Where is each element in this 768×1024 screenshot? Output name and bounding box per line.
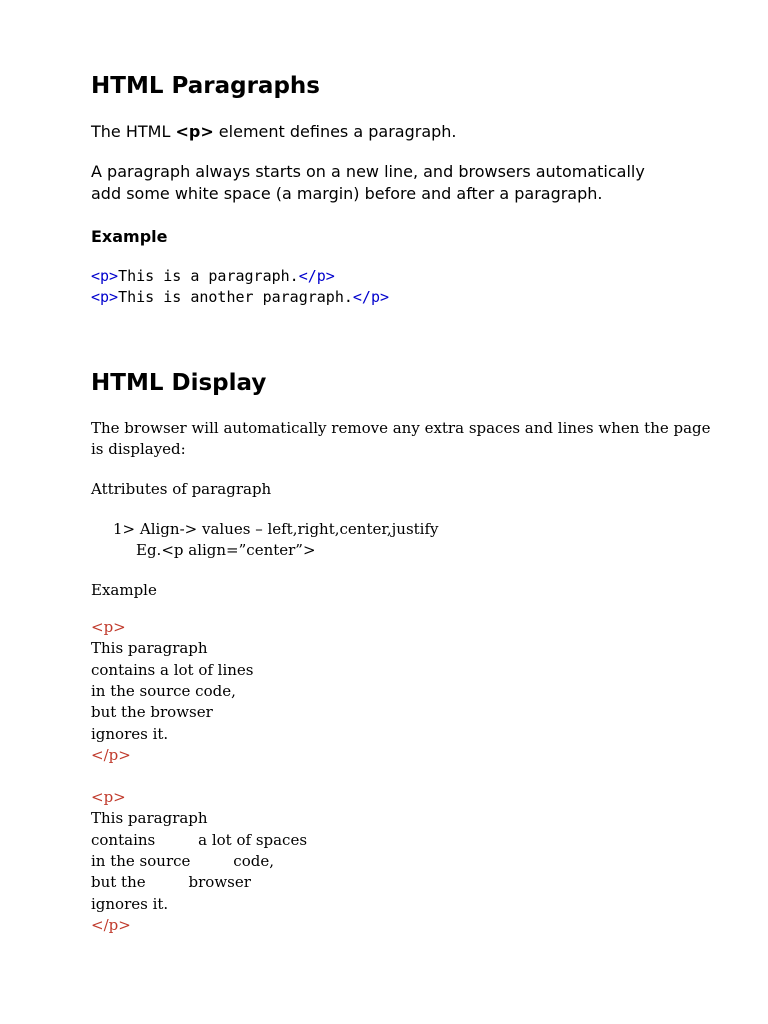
attribute-list-item: 1> Align-> values – left,right,center,justify: [113, 520, 439, 538]
block1-line: in the source code,: [91, 682, 236, 700]
block2-line: in the source code,: [91, 852, 274, 870]
attributes-label: Attributes of paragraph: [91, 480, 272, 498]
display-description-line-1: The browser will automatically remove any extra spaces and lines when the page: [91, 419, 711, 437]
example-label: Example: [91, 581, 157, 599]
code-close-tag: </p>: [352, 288, 390, 306]
code-open-tag: <p>: [91, 288, 119, 306]
intro-sentence: [91, 121, 457, 143]
intro-tag: <p>: [175, 122, 214, 141]
section-title-display: HTML Display: [91, 370, 267, 396]
section-title-paragraphs: HTML Paragraphs: [91, 73, 320, 99]
block2-line: but the browser: [91, 873, 251, 891]
block2-close-tag: </p>: [91, 916, 131, 934]
block1-line: ignores it.: [91, 725, 169, 743]
block1-open-tag: <p>: [91, 618, 126, 636]
code-text: This is a paragraph.: [118, 267, 299, 285]
intro-suffix: element defines a paragraph.: [213, 122, 457, 141]
block1-line: but the browser: [91, 703, 213, 721]
block2-line: contains a lot of spaces: [91, 831, 308, 849]
description-line-1: A paragraph always starts on a new line, and browsers automatically: [91, 162, 645, 181]
attribute-example: Eg.<p align=”center”>: [136, 541, 316, 559]
block1-line: contains a lot of lines: [91, 661, 254, 679]
code-open-tag: <p>: [91, 267, 119, 285]
block1-close-tag: </p>: [91, 746, 131, 764]
code-line-2: [91, 287, 389, 308]
block1-line: This paragraph: [91, 639, 208, 657]
code-close-tag: </p>: [298, 267, 335, 285]
code-text: This is another paragraph.: [118, 288, 353, 306]
block2-open-tag: <p>: [91, 788, 126, 806]
display-description-line-2: is displayed:: [91, 440, 186, 458]
intro-prefix: The HTML: [91, 122, 176, 141]
block2-line: This paragraph: [91, 809, 208, 827]
code-line-1: [91, 266, 335, 287]
description-line-2: add some white space (a margin) before and after a paragraph.: [91, 184, 603, 203]
block2-line: ignores it.: [91, 895, 169, 913]
example-heading: Example: [91, 227, 168, 246]
